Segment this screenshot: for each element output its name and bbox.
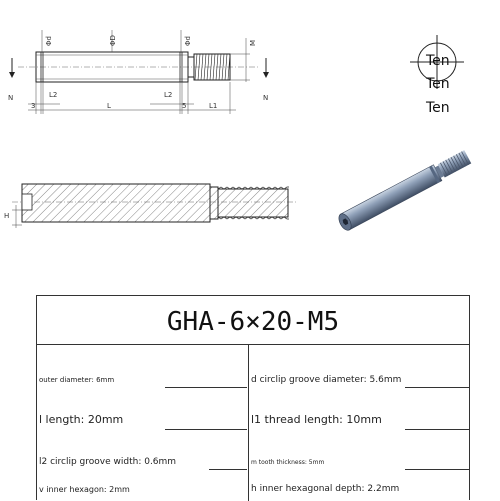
tolerance-label-1: Ten [426, 53, 450, 69]
section-label-N-left: N [8, 94, 14, 102]
spec-tooth-thickness: m tooth thickness: 5mm [251, 459, 325, 466]
spec-underline [405, 387, 469, 388]
spec-inner-hexagonal-depth: h inner hexagonal depth: 2.2mm [251, 484, 400, 494]
section-label-N-right: N [263, 94, 269, 102]
spec-outer-diameter: outer diameter: 6mm [39, 376, 115, 384]
dim-3: 3 [31, 102, 36, 110]
tolerance-label-2: Ten [426, 76, 450, 92]
spec-title: GHA-6×20-M5 [37, 296, 469, 345]
spec-inner-hexagon: v inner hexagon: 2mm [39, 485, 130, 494]
dim-D-center: ΦD [109, 35, 117, 46]
dim-d-right: Φd [184, 36, 192, 46]
dim-H: H [4, 212, 10, 220]
dim-L: L [107, 102, 111, 110]
spec-circlip-groove-diameter: d circlip groove diameter: 5.6mm [251, 375, 402, 385]
spec-circlip-groove-width: l2 circlip groove width: 0.6mm [39, 457, 177, 467]
spec-underline [165, 387, 247, 388]
spec-underline [165, 429, 247, 430]
spec-length: l length: 20mm [39, 413, 124, 426]
spec-table [36, 295, 470, 500]
spec-underline [209, 469, 247, 470]
spec-underline [405, 469, 469, 470]
dim-M: M [249, 39, 257, 46]
dim-d-left: Φd [45, 36, 53, 46]
spec-thread-length: l1 thread length: 10mm [251, 413, 382, 426]
dim-L2-left: L2 [49, 91, 58, 99]
dim-L2-right: L2 [164, 91, 173, 99]
dim-L1: L1 [209, 102, 218, 110]
spec-underline [405, 429, 469, 430]
spec-column-divider [248, 344, 249, 501]
tolerance-label-3: Ten [426, 100, 450, 116]
dim-5: 5 [182, 102, 187, 110]
